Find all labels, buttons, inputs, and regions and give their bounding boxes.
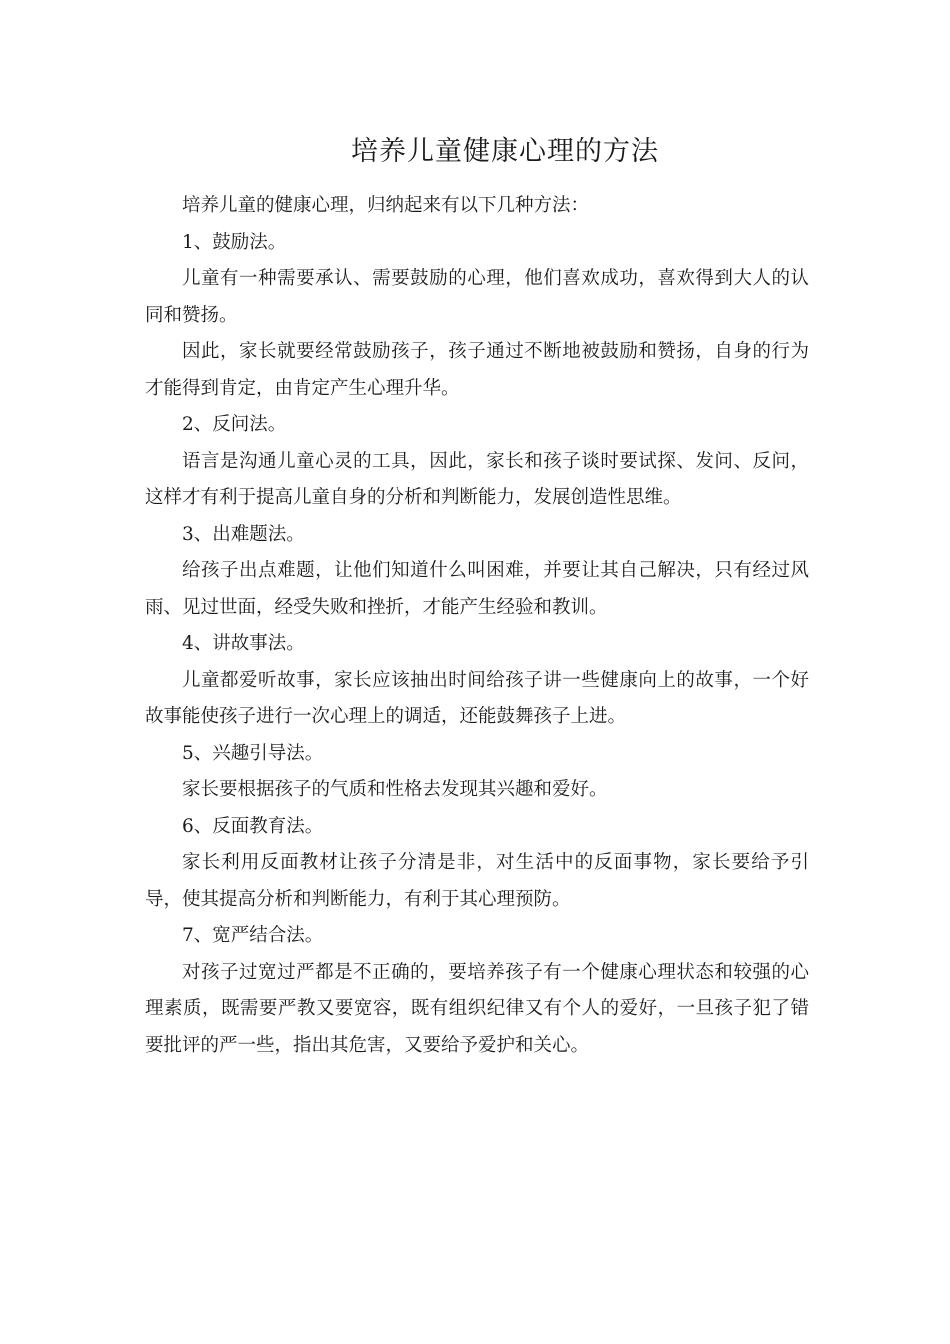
paragraph-method-3: 给孩子出点难题，让他们知道什么叫困难，并要让其自己解决，只有经过风雨、见过世面，经受失败和挫折，才能产生经验和教训。	[145, 560, 809, 618]
paragraph-method-2: 语言是沟通儿童心灵的工具，因此，家长和孩子谈时要试探、发问、反问，这样才有利于提高儿童自身的分析和判断能力，发展创造性思维。	[145, 450, 809, 508]
document-body	[145, 188, 809, 1064]
heading-method-3: 3、出难题法。	[182, 523, 305, 545]
paragraph-method-1a: 儿童有一种需要承认、需要鼓励的心理，他们喜欢成功，喜欢得到大人的认同和赞扬。	[145, 268, 809, 326]
heading-method-5: 5、兴趣引导法。	[182, 742, 324, 764]
heading-method-4: 4、讲故事法。	[182, 633, 305, 654]
paragraph-intro: 培养儿童的健康心理，归纳起来有以下几种方法：	[182, 195, 590, 216]
paragraph-method-6: 家长利用反面教材让孩子分清是非，对生活中的反面事物，家长要给予引导，使其提高分析和判断能力，有利于其心理预防。	[145, 852, 809, 910]
paragraph-method-7: 对孩子过宽过严都是不正确的，要培养孩子有一个健康心理状态和较强的心理素质，既需要严教又要宽容，既有组织纪律又有个人的爱好，一旦孩子犯了错要批评的严一些，指出其危害，又要给予爱护和关心。	[145, 961, 809, 1056]
paragraph-method-5: 家长要根据孩子的气质和性格去发现其兴趣和爱好。	[182, 779, 608, 800]
heading-method-2: 2、反问法。	[182, 414, 287, 435]
paragraph-method-4: 儿童都爱听故事，家长应该抽出时间给孩子讲一些健康向上的故事，一个好故事能使孩子进行一次心理上的调适，还能鼓舞孩子上进。	[145, 669, 809, 727]
document-title: 培养儿童健康心理的方法	[351, 136, 659, 167]
heading-method-6: 6、反面教育法。	[182, 815, 324, 837]
heading-method-1: 1、鼓励法。	[182, 231, 287, 253]
heading-method-7: 7、宽严结合法。	[182, 925, 324, 946]
paragraph-method-1b: 因此，家长就要经常鼓励孩子，孩子通过不断地被鼓励和赞扬，自身的行为才能得到肯定，由肯定产生心理升华。	[145, 341, 809, 399]
